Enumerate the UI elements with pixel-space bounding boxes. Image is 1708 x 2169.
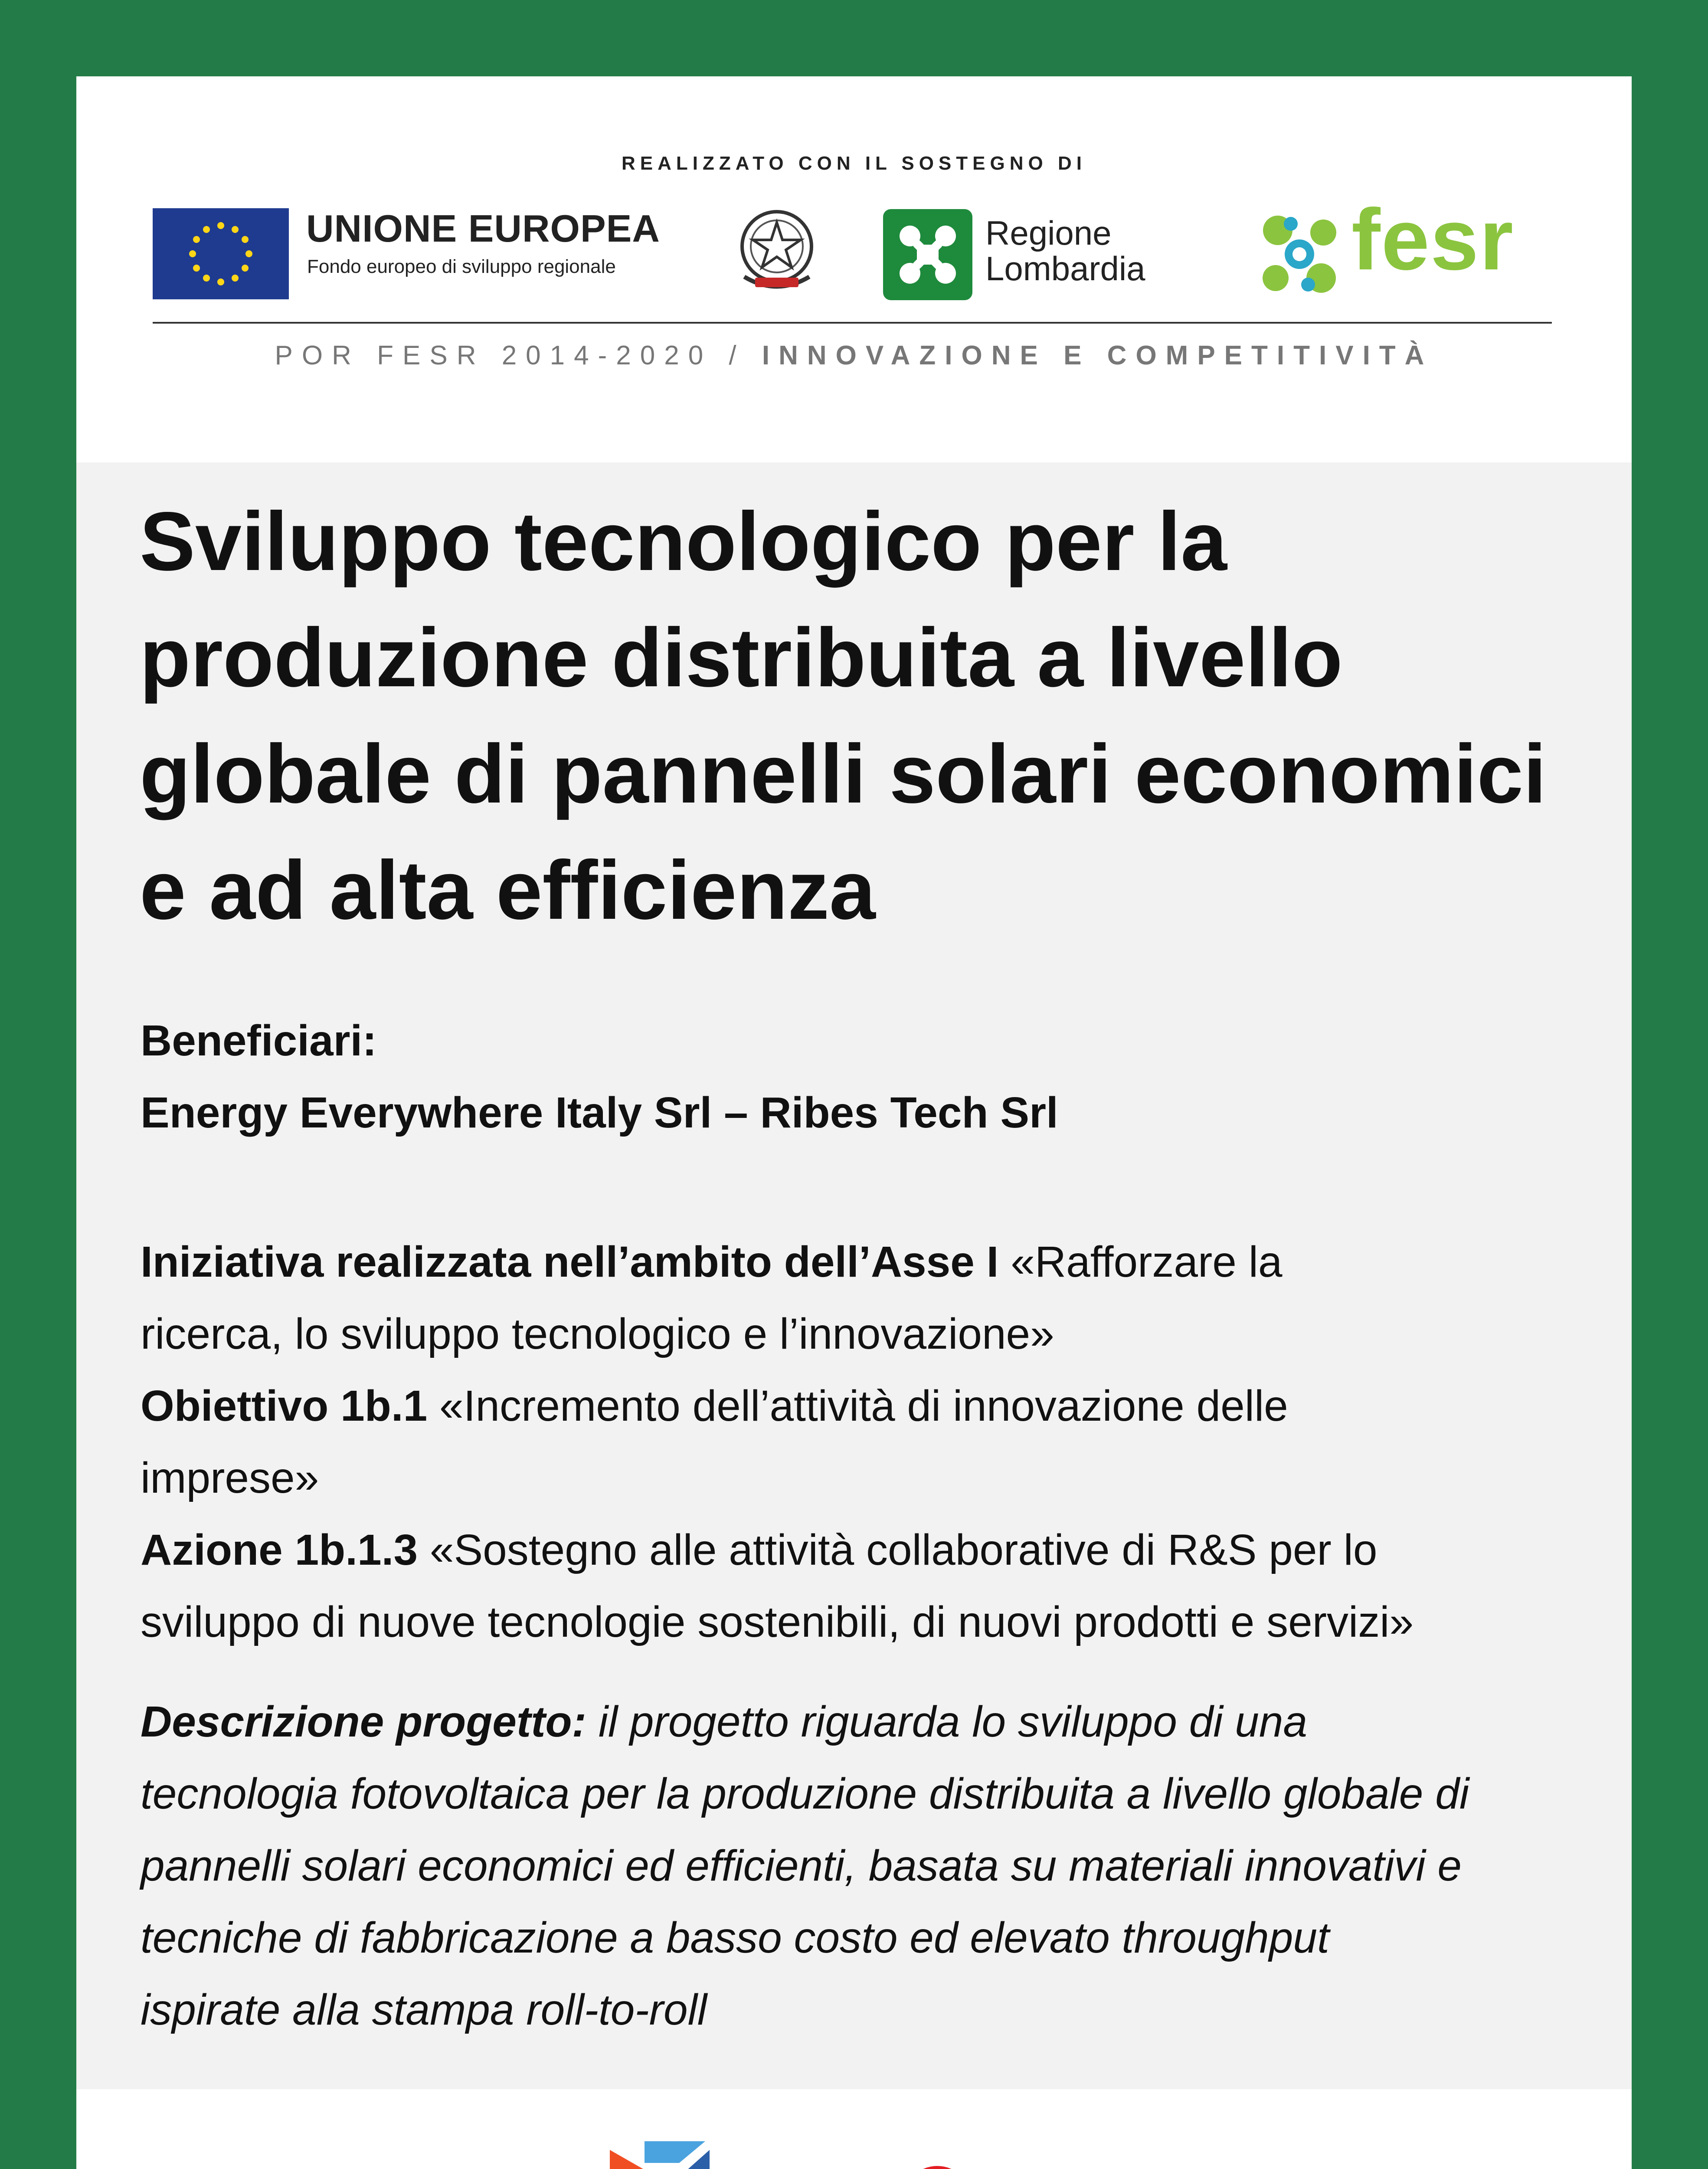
obiettivo-text-2: imprese» — [141, 1454, 319, 1502]
description-line-1 — [141, 1686, 1589, 1758]
obiettivo-text-1: «Incremento dell’attività di innovazione delle — [439, 1382, 1288, 1430]
azione-line-1 — [141, 1514, 1589, 1586]
asse-line-1 — [141, 1226, 1589, 1298]
asse-label: Iniziativa realizzata nell’ambito dell’Asse I — [141, 1238, 999, 1286]
description-label: Descrizione progetto: — [141, 1697, 586, 1746]
fesr-wordmark: fesr — [1351, 191, 1514, 288]
description-block — [141, 1686, 1589, 2046]
support-label: REALIZZATO CON IL SOSTEGNO DI — [622, 153, 1086, 174]
eu-title: UNIONE EUROPEA — [306, 207, 660, 250]
program-line — [76, 340, 1632, 371]
description-line-4: tecniche di fabbricazione a basso costo ed elevato throughput — [141, 1913, 1329, 1962]
obiettivo-label: Obiettivo 1b.1 — [141, 1382, 428, 1430]
regione-lombardia-icon — [883, 209, 972, 300]
regione-line-1: Regione — [985, 214, 1112, 252]
funding-axis-block — [141, 1226, 1589, 1658]
azione-text-1: «Sostegno alle attività collaborative di R&S per lo — [429, 1526, 1378, 1574]
program-line-right: INNOVAZIONE E COMPETITIVITÀ — [762, 341, 1433, 370]
eu-flag-icon — [153, 208, 289, 299]
description-line-2: tecnologia fotovoltaica per la produzione distribuita a livello globale di — [141, 1769, 1469, 1818]
header-divider — [153, 322, 1552, 324]
content-panel — [76, 462, 1632, 2089]
description-line-3: pannelli solari economici ed efficienti, basata su materiali innovativi e — [141, 1841, 1462, 1890]
italian-republic-emblem-icon — [731, 203, 822, 298]
poster-frame — [76, 76, 1632, 2169]
description-line-5: ispirate alla stampa roll-to-roll — [141, 1986, 707, 2034]
regione-lombardia-label — [985, 215, 1145, 286]
description-text-1: il progetto riguarda lo sviluppo di una — [598, 1697, 1308, 1746]
energy-everywhere-mark-icon — [610, 2141, 710, 2169]
eu-subtitle: Fondo europeo di sviluppo regionale — [307, 256, 616, 277]
ribes-tech-mark-icon — [900, 2164, 974, 2169]
project-title: Sviluppo tecnologico per la produzione distribuita a livello globale di pannelli solari economici e ad alta efficienza — [140, 495, 1547, 937]
regione-line-2: Lombardia — [985, 249, 1145, 288]
beneficiaries-block — [141, 1005, 1589, 1149]
asse-text-2: ricerca, lo sviluppo tecnologico e l’innovazione» — [141, 1310, 1054, 1358]
azione-text-2: sviluppo di nuove tecnologie sostenibili, di nuovi prodotti e servizi» — [141, 1598, 1414, 1646]
energy-everywhere-logo — [605, 2133, 874, 2169]
azione-label: Azione 1b.1.3 — [141, 1526, 418, 1574]
asse-text-1: «Rafforzare la — [1011, 1238, 1283, 1286]
program-line-left: POR FESR 2014-2020 / — [275, 341, 746, 370]
obiettivo-line-1 — [141, 1370, 1589, 1442]
beneficiaries-label: Beneficiari: — [141, 1016, 377, 1065]
fesr-mark-icon — [1252, 206, 1347, 302]
beneficiaries-value: Energy Everywhere Italy Srl – Ribes Tech Srl — [141, 1088, 1058, 1137]
